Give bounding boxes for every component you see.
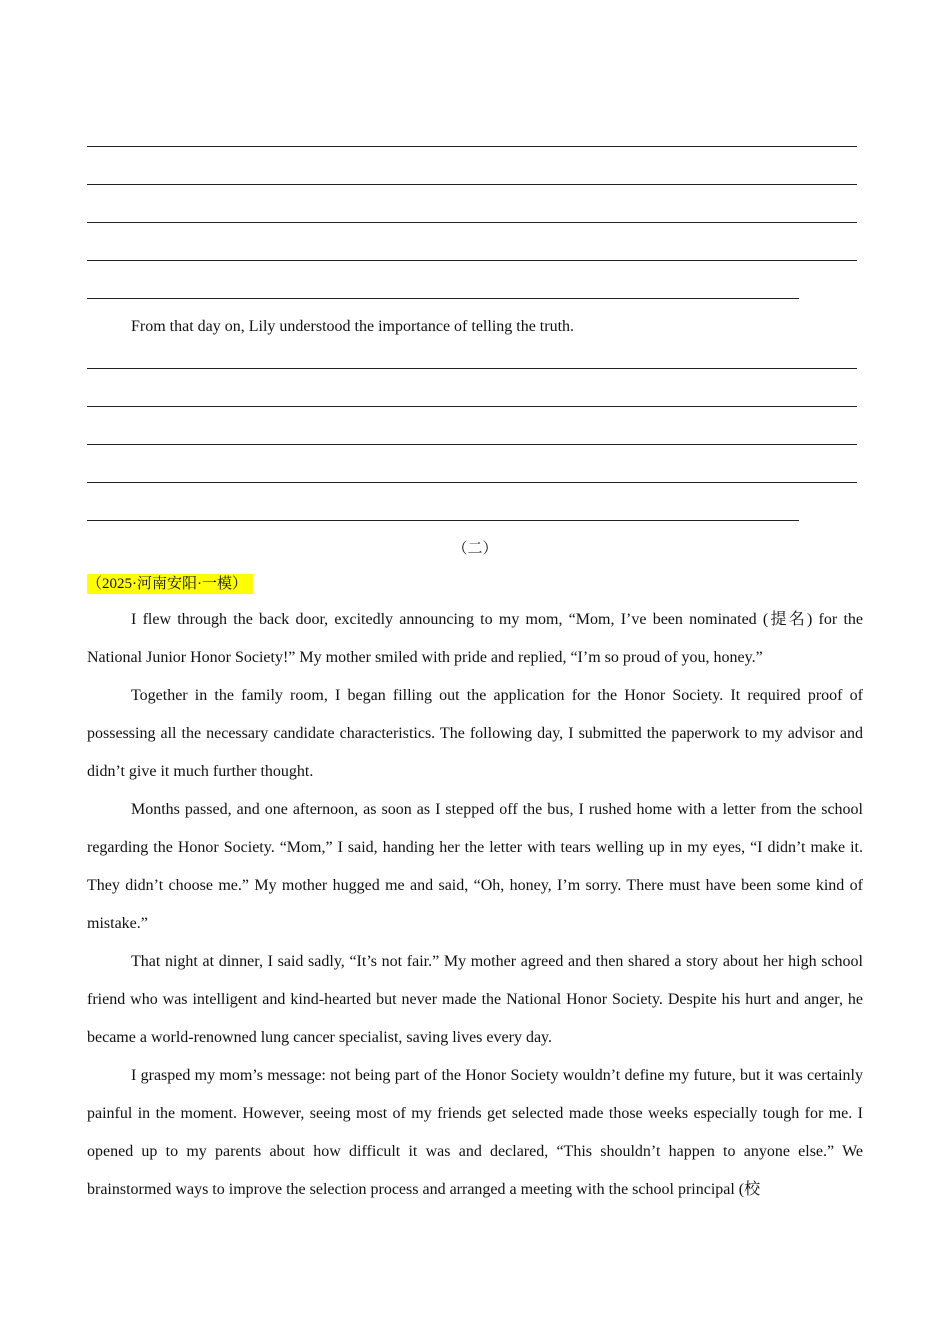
- writing-line[interactable]: [87, 482, 857, 483]
- continuation-sentence: From that day on, Lily understood the importance of telling the truth.: [131, 318, 575, 335]
- writing-line[interactable]: [87, 260, 857, 261]
- reading-passage: [87, 601, 863, 1209]
- passage-paragraph: Months passed, and one afternoon, as soon as I stepped off the bus, I rushed home with a letter from the school regarding the Honor Society. “Mom,” I said, handing her the letter with tears welling up in my eyes, “I didn’t make it. They didn’t choose me.” My mother hugged me and said, “Oh, honey, I’m sorry. There must have been some kind of mistake.”: [87, 801, 863, 932]
- writing-line[interactable]: [87, 444, 857, 445]
- writing-line[interactable]: [87, 298, 799, 299]
- writing-line[interactable]: [87, 368, 857, 369]
- source-tag: （2025·河南安阳·一模）: [87, 574, 253, 594]
- writing-line[interactable]: [87, 520, 799, 521]
- writing-line[interactable]: [87, 146, 857, 147]
- writing-line[interactable]: [87, 406, 857, 407]
- passage-paragraph: Together in the family room, I began filling out the application for the Honor Society. It required proof of possessing all the necessary candidate characteristics. The following day, I submitted the paperwork to my advisor and didn’t give it much further thought.: [87, 687, 863, 780]
- writing-line[interactable]: [87, 222, 857, 223]
- passage-paragraph: I flew through the back door, excitedly announcing to my mom, “Mom, I’ve been nominated (提名) for the National Junior Honor Society!” My mother smiled with pride and replied, “I’m so proud of you, honey.”: [87, 611, 863, 666]
- passage-paragraph: I grasped my mom’s message: not being part of the Honor Society wouldn’t define my future, but it was certainly painful in the moment. However, seeing most of my friends get selected made those weeks especially tough for me. I opened up to my parents about how difficult it was and declared, “This shouldn’t happen to anyone else.” We brainstormed ways to improve the selection process and arranged a meeting with the school principal (校: [87, 1067, 863, 1198]
- section-marker: （二）: [452, 541, 498, 557]
- writing-line[interactable]: [87, 184, 857, 185]
- passage-paragraph: That night at dinner, I said sadly, “It’s not fair.” My mother agreed and then shared a story about her high school friend who was intelligent and kind-hearted but never made the National Honor Society. Despite his hurt and anger, he became a world-renowned lung cancer specialist, saving lives every day.: [87, 953, 863, 1046]
